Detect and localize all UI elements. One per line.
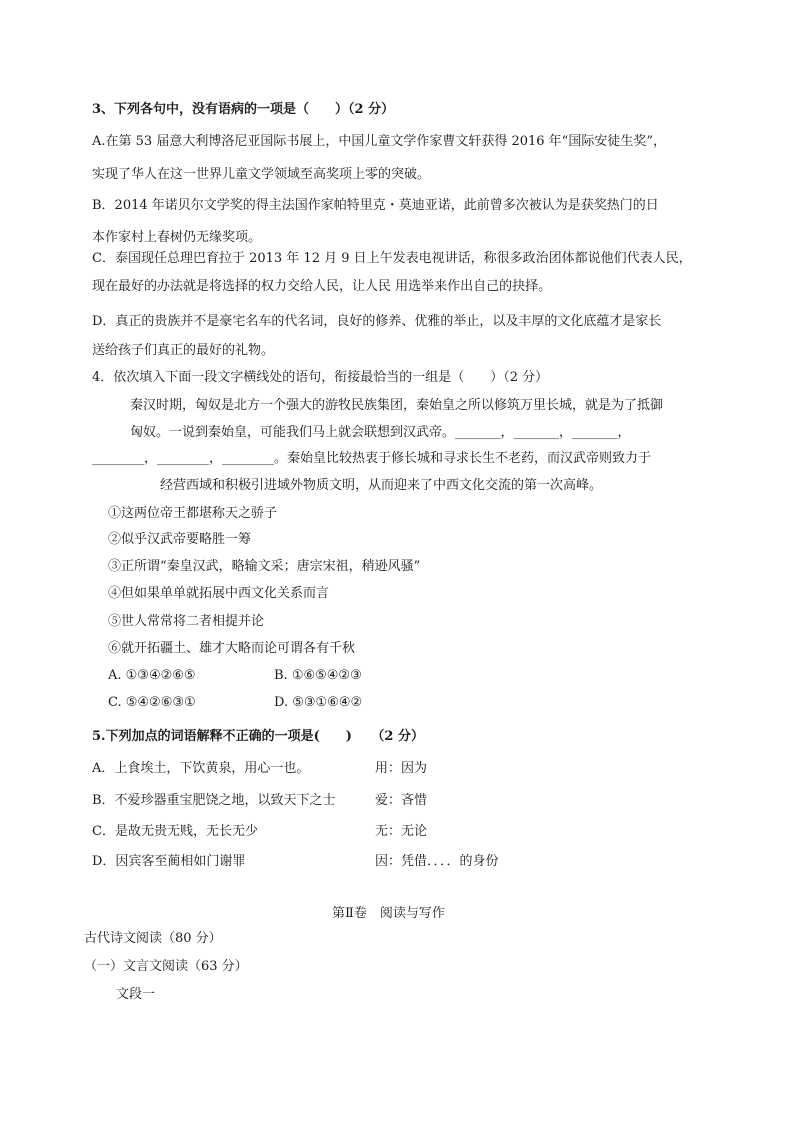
q4-item-6: ⑥就开拓疆土、雄才大略而论可谓各有千秋 xyxy=(108,641,356,656)
section-title: 古代诗文阅读（80 分） xyxy=(84,931,222,946)
q5-option-b-sentence: B．不爱珍器重宝肥饶之地，以致天下之士 xyxy=(92,793,336,808)
q3-option-b-line2: 本作家村上春树仍无缘奖项。 xyxy=(92,230,262,245)
q4-item-4: ④但如果单单就拓展中西文化关系而言 xyxy=(108,586,330,601)
q5-option-c-explanation: 无：无论 xyxy=(375,824,428,839)
q4-item-2: ②似乎汉武帝要略胜一筹 xyxy=(108,532,252,547)
q5-stem: 5.下列加点的词语解释不正确的一项是( ) （2 分） xyxy=(92,729,424,744)
q5-option-a-explanation: 用：因为 xyxy=(375,761,428,776)
q4-choice-b: B. ①⑥⑤④②③ xyxy=(274,668,362,683)
q3-option-c-line2: 现在最好的办法就是将选择的权力交给人民，让人民 用选举来作出自己的抉择。 xyxy=(92,279,552,294)
passage-label: 文段一 xyxy=(116,987,156,1002)
q4-item-3: ③正所谓“秦皇汉武，略输文采；唐宗宋祖，稍逊风骚” xyxy=(108,559,421,574)
q4-choice-d: D. ⑤③①⑥④② xyxy=(274,695,363,710)
q4-passage-line1: 秦汉时期，匈奴是北方一个强大的游牧民族集团，秦始皇之所以修筑万里长城，就是为了抵御 xyxy=(130,398,664,413)
q4-item-5: ⑤世人常常将二者相提并论 xyxy=(108,614,265,629)
q4-choice-a: A. ①③④②⑥⑤ xyxy=(108,668,196,683)
q4-choice-c: C. ⑤④②⑥③① xyxy=(108,695,196,710)
q4-item-1: ①这两位帝王都堪称天之骄子 xyxy=(108,506,278,521)
q3-option-a-line2: 实现了华人在这一世界儿童文学领域至高奖项上零的突破。 xyxy=(92,167,431,182)
q4-passage-line4: 经营西域和积极引进域外物质文明，从而迎来了中西文化交流的第一次高峰。 xyxy=(160,478,603,493)
q5-option-c-sentence: C．是故无贵无贱，无长无少 xyxy=(92,824,258,839)
q4-passage-line2: 匈奴。一说到秦始皇，可能我们马上就会联想到汉武帝。_______，_______，_______， xyxy=(130,425,631,440)
part2-title: 第Ⅱ卷 阅读与写作 xyxy=(332,906,445,921)
q5-option-b-explanation: 爱：吝惜 xyxy=(375,793,428,808)
q5-option-d-sentence: D．因宾客至蔺相如门谢罪 xyxy=(92,854,246,869)
q4-stem: 4．依次填入下面一段文字横线处的语句，衔接最恰当的一组是（ ）（2 分） xyxy=(92,370,549,385)
q3-option-d-line1: D．真正的贵族并不是豪宅名车的代名词，良好的修养、优雅的举止，以及丰厚的文化底蕴才是家长 xyxy=(92,314,662,329)
q5-option-d-explanation: 因：凭借．．．．的身份 xyxy=(375,854,499,869)
q3-option-a-line1: A.在第 53 届意大利博洛尼亚国际书展上，中国儿童文学作家曹文轩获得 2016 年“国际安徒生奖”， xyxy=(92,134,666,149)
q3-option-d-line2: 送给孩子们真正的最好的礼物。 xyxy=(92,343,275,358)
q4-passage-line3: ________，________，________。秦始皇比较热衷于修长城和寻求长生不老药，而汉武帝则致力于 xyxy=(92,451,652,466)
subsection-title: （一）文言文阅读（63 分） xyxy=(84,959,248,974)
q3-option-c-line1: C．泰国现任总理巴育拉于 2013 年 12 月 9 日上午发表电视讲话，称很多政治团体都说他们代表人民， xyxy=(92,251,692,266)
q3-stem: 3、下列各句中，没有语病的一项是（ ）（2 分） xyxy=(92,102,395,117)
q3-option-b-line1: B．2014 年诺贝尔文学奖的得主法国作家帕特里克・莫迪亚诺，此前曾多次被认为是获奖热门的日 xyxy=(92,198,659,213)
q5-option-a-sentence: A．上食埃土，下饮黄泉，用心一也。 xyxy=(92,761,310,776)
